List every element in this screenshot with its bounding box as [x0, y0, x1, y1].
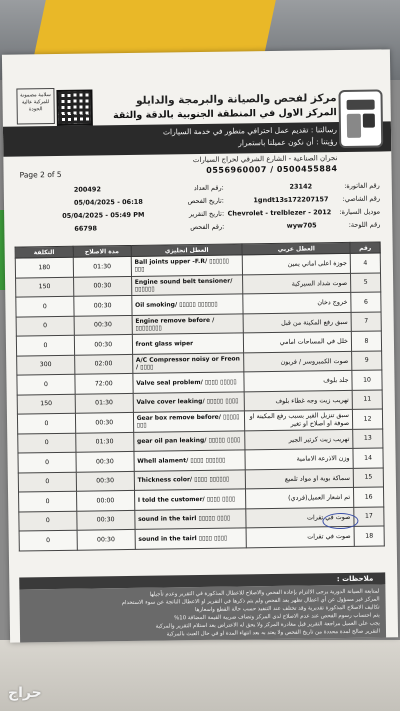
- fault-en-cell: Ball joints upper -F.R/ ▯▯▯▯▯▯ ▯▯▯: [131, 255, 243, 276]
- duration-cell: 00:30: [77, 510, 135, 530]
- fault-en-cell: I told the customer/ ▯▯▯▯ ▯▯▯▯: [134, 489, 246, 510]
- cost-cell: 150: [16, 277, 74, 297]
- header-fault-en: العطل انجليزي: [131, 244, 243, 257]
- num-cell: 16: [354, 487, 384, 507]
- exam-no-value: 66798: [74, 224, 98, 233]
- vin-label: رقم الشاصي:: [342, 194, 381, 203]
- cost-cell: 0: [17, 374, 75, 394]
- notes-block: [19, 584, 386, 642]
- address-text: نجران الصناعية - الشارع الشرقي لحراج السيارات: [192, 154, 338, 165]
- invoice-value: 23142: [289, 182, 313, 191]
- fault-en-cell: Valve cover leaking/ ▯▯▯▯▯ ▯▯▯▯: [133, 391, 245, 412]
- fault-ar-cell: وزن الاذرعة الامامية: [245, 448, 353, 469]
- num-cell: 8: [351, 331, 381, 351]
- fault-en-cell: Gear box remove before/ ▯▯▯▯▯ ▯▯▯: [133, 411, 245, 432]
- fault-en-cell: sound in the tairl ▯▯▯▯ ▯▯▯▯: [135, 528, 247, 549]
- header-cost: التكلفة: [15, 246, 73, 258]
- vision-text: رؤيتنا : أن نكون عميلنا باستمرار: [238, 137, 338, 148]
- note-line: يتم احتساب رسوم الفحص عند عدم الاصلاح لدى المركز وتضاف ضريبة القيمة المضافة 10%: [174, 612, 380, 622]
- num-cell: 9: [352, 350, 382, 370]
- counter-row: [74, 184, 224, 196]
- num-cell: 6: [351, 292, 381, 312]
- fault-en-cell: Oil smoking/ ▯▯▯▯▯ ▯▯▯▯▯▯: [131, 294, 243, 315]
- fault-ar-cell: صوت في تقرات: [246, 507, 354, 528]
- duration-cell: 02:00: [74, 354, 132, 374]
- invoice-label: رقم الفاتورة:: [344, 181, 380, 190]
- num-cell: 15: [353, 467, 383, 487]
- cost-cell: 300: [17, 355, 75, 375]
- fault-ar-cell: تهريب زيت وجه غطاء بلوف: [244, 390, 352, 411]
- cost-cell: 0: [18, 472, 76, 492]
- fault-en-cell: Thickness color/ ▯▯▯▯ ▯▯▯▯▯▯: [134, 469, 246, 490]
- fault-en-cell: sound in the tairl ▯▯▯▯▯ ▯▯▯▯: [134, 508, 246, 529]
- num-cell: 14: [353, 448, 383, 468]
- quality-stamp: سلامة مضمونة للمركبة عالية الجودة: [16, 88, 54, 125]
- num-cell: 17: [354, 506, 384, 526]
- num-cell: 4: [350, 253, 380, 273]
- duration-cell: 01:30: [73, 256, 131, 276]
- note-line: يجب على العميل مراجعة التقرير قبل مغادرة المركز ولا يحق له الاعتراض بعد استلام التقرير والمركبة: [155, 620, 380, 630]
- duration-cell: 72:00: [75, 373, 133, 393]
- duration-cell: 00:30: [76, 471, 134, 491]
- exam-no-label: رقم الفحص:: [190, 222, 225, 232]
- header-duration: مدة الاصلاح: [73, 245, 131, 257]
- cost-cell: 0: [19, 491, 77, 511]
- duration-cell: 01:30: [75, 393, 133, 413]
- phone-numbers: 0556960007 / 0500455884: [206, 164, 338, 175]
- counter-value: 200492: [73, 185, 101, 194]
- duration-cell: 00:30: [76, 451, 134, 471]
- company-logo-icon: [338, 89, 383, 148]
- fault-ar-cell: سماكة بوية او مواد تلميع: [246, 468, 354, 489]
- cost-cell: 150: [17, 394, 75, 414]
- model-label: موديل السيارة:: [339, 207, 381, 217]
- num-cell: 5: [351, 272, 381, 292]
- note-line: لمتابعة الصيانة الدورية يرجى الالتزام بإعادة الفحص والاصلاح للاعطال المذكورة في التقرير وعدم تأجيلها: [149, 588, 380, 598]
- fault-en-cell: Valve seal problem/ ▯▯▯▯ ▯▯▯▯▯: [133, 372, 245, 393]
- vin-value: 1gndt13s172207157: [253, 195, 329, 205]
- notes-heading: ملاحظات :: [19, 572, 385, 589]
- note-line: التقرير صالح لمدة محددة من تاريخ الفحص ولا يعتد به بعد انتهاء المدة او في حال العبث بالمركبة: [166, 628, 381, 638]
- fault-ar-cell: خلل في المساحات امامي: [244, 331, 352, 352]
- note-line: تكاليف الاصلاح المذكورة تقديرية وقد تختلف عند التنفيذ حسب حالة القطع واسعارها: [194, 604, 380, 614]
- exam-date-row: [74, 197, 224, 209]
- fault-ar-cell: صوت في تقرات: [246, 526, 354, 547]
- duration-cell: 00:30: [73, 276, 131, 296]
- duration-cell: 00:30: [77, 529, 135, 549]
- cost-cell: 0: [17, 413, 75, 433]
- fault-ar-cell: صوت شداد السيركية: [243, 273, 351, 294]
- report-date-row: [62, 210, 224, 222]
- report-date-value: 05/04/2025 - 05:49 PM: [62, 210, 145, 220]
- exam-no-row: [74, 223, 224, 235]
- fault-ar-cell: صوت الكمبروسر / فريون: [244, 351, 352, 372]
- table-row: [19, 526, 384, 551]
- fault-ar-cell: تم اشعار العميل(فردي): [246, 487, 354, 508]
- fault-ar-cell: تهريب زيت كرتير الجير: [245, 429, 353, 450]
- num-cell: 13: [353, 428, 383, 448]
- num-cell: 10: [352, 370, 382, 390]
- duration-cell: 00:30: [75, 412, 133, 432]
- mission-vision: [37, 124, 337, 152]
- inspection-report-paper: [2, 49, 398, 642]
- duration-cell: 01:30: [76, 432, 134, 452]
- fault-en-cell: A/C Compressor noisy or Freon / ▯▯▯▯: [132, 352, 244, 373]
- watermark-logo: حراج: [8, 685, 42, 701]
- note-line: المركز غير مسؤول عن أي اعطال تظهر بعد الفحص ولم يتم ذكرها في التقرير او الاعطال الناتجة عن سوء الاستخدام: [121, 596, 380, 607]
- mission-text: رسالتنا : تقديم عمل احترافي متطور في خدمة السيارات: [162, 125, 338, 137]
- duration-cell: 00:30: [74, 315, 132, 335]
- qr-code-icon: [56, 89, 92, 125]
- duration-cell: 00:30: [74, 334, 132, 354]
- fault-ar-cell: جوزة اعلى اماني يمين: [243, 253, 351, 274]
- cost-cell: 0: [16, 316, 74, 336]
- cost-cell: 180: [15, 257, 73, 277]
- vehicle-info: [4, 179, 393, 242]
- cost-cell: 0: [18, 433, 76, 453]
- plate-row: [220, 220, 380, 232]
- model-value: Chevrolet - trelblezer - 2012: [227, 208, 332, 218]
- counter-label: رقم العداد:: [193, 183, 224, 193]
- background-surface: [0, 640, 400, 711]
- fault-ar-cell: سبق تنزيل القير بسبب رفع المكينة او صوفة او اصلاح او تغير: [245, 409, 353, 430]
- report-date-label: تاريخ التقرير:: [188, 209, 225, 219]
- num-cell: 7: [351, 311, 381, 331]
- exam-date-label: تاريخ الفحص:: [187, 196, 225, 206]
- cost-cell: 0: [18, 452, 76, 472]
- header-fault-ar: العطل عربي: [242, 242, 350, 255]
- plate-label: رقم اللوحة:: [348, 220, 381, 229]
- fault-en-cell: front glass wiper: [132, 333, 244, 354]
- cost-cell: 0: [19, 511, 77, 531]
- exam-date-value: 05/04/2025 - 06:18: [73, 197, 143, 207]
- duration-cell: 00:00: [76, 490, 134, 510]
- fault-ar-cell: جلد بلوف: [244, 370, 352, 391]
- vin-row: [220, 194, 380, 206]
- report-header: [2, 49, 392, 180]
- cost-cell: 0: [16, 296, 74, 316]
- background-yellow-shape: [34, 0, 276, 55]
- cost-cell: 0: [19, 530, 77, 550]
- fault-en-cell: gear oil pan leaking/ ▯▯▯▯▯ ▯▯▯▯: [133, 430, 245, 451]
- fault-ar-cell: سبق رفع المكينة من قبل: [243, 312, 351, 333]
- brand-name: مركز لفحص والصيانة والبرمجة والدايلو: [135, 92, 337, 107]
- fault-ar-cell: خروج دخان: [243, 292, 351, 313]
- page-number: Page 2 of 5: [19, 169, 62, 180]
- header-num: رقم: [350, 242, 380, 253]
- invoice-row: [220, 181, 380, 193]
- num-cell: 11: [352, 389, 382, 409]
- model-row: [220, 207, 380, 219]
- cost-cell: 0: [16, 335, 74, 355]
- fault-en-cell: Engine sound belt tensioner/ ▯▯▯▯▯▯: [131, 274, 243, 295]
- fault-en-cell: Engine remove before / ▯▯▯▯▯▯▯▯: [132, 313, 244, 334]
- duration-cell: 00:30: [74, 295, 132, 315]
- num-cell: 12: [352, 409, 382, 429]
- fault-en-cell: Whell alament/ ▯▯▯▯ ▯▯▯▯▯▯: [134, 450, 246, 471]
- num-cell: 18: [354, 526, 384, 546]
- faults-table: [15, 241, 385, 551]
- brand-tagline: المركز الاول في المنطقة الجنوبية بالدقة والثقة: [112, 107, 337, 122]
- plate-value: wyw705: [286, 221, 317, 230]
